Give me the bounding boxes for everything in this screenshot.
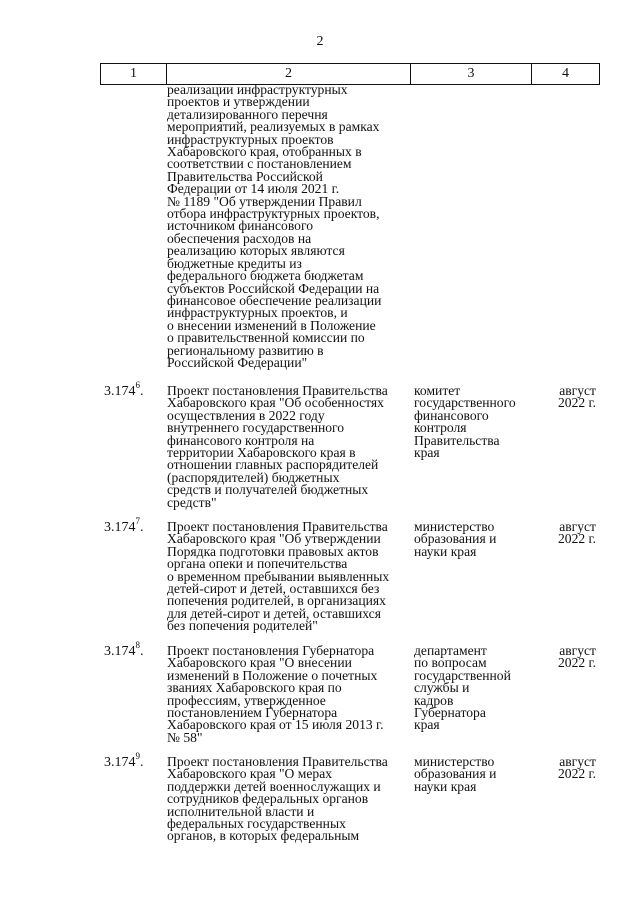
entry-description <box>167 521 407 633</box>
entry-number: 3.174$^7$. <box>104 516 144 535</box>
desc-line: № 1189 "Об утверждении Правил <box>167 193 362 209</box>
desc-line: соответствии с постановлением <box>167 156 352 172</box>
entry-organization <box>414 385 534 459</box>
org-line: государственной <box>414 667 511 683</box>
continuation-row <box>0 84 640 385</box>
desc-line: осуществления в 2022 году <box>167 407 325 423</box>
desc-line: источником финансового <box>167 218 314 234</box>
desc-line: Хабаровского края "Об особенностях <box>167 395 384 411</box>
entry-description <box>167 756 407 843</box>
entry-deadline <box>534 645 596 670</box>
entry-number-main: 3.174 <box>104 755 136 770</box>
entry-organization <box>414 756 534 793</box>
desc-line: инфраструктурных проектов, и <box>167 305 348 321</box>
desc-line: исполнительной власти и <box>167 803 315 819</box>
desc-line: реализации инфраструктурных <box>167 82 348 97</box>
desc-line: мероприятий, реализуемых в рамках <box>167 119 380 135</box>
desc-line: сотрудников федеральных органов <box>167 791 369 807</box>
desc-line: Хабаровского края от 15 июля 2013 г. <box>167 717 384 733</box>
org-line: края <box>414 445 440 461</box>
date-line: 2022 г. <box>557 766 596 782</box>
org-line: государственного <box>414 395 516 411</box>
org-line: науки края <box>414 778 477 794</box>
entry-row-3-174-6 <box>0 380 640 521</box>
entry-row-3-174-7 <box>0 516 640 645</box>
entry-row-3-174-8 <box>0 640 640 756</box>
desc-line: постановлением Губернатора <box>167 705 338 721</box>
desc-line: внутреннего государственного <box>167 420 345 436</box>
desc-line: Проект постановления Правительства <box>167 754 388 769</box>
desc-line: Федерации от 14 июля 2021 г. <box>167 181 340 197</box>
desc-line: (распорядителей) бюджетных <box>167 469 340 485</box>
page-number: 2 <box>316 34 324 49</box>
desc-line: отбора инфраструктурных проектов, <box>167 206 380 222</box>
desc-line: органа опеки и попечительства <box>167 556 348 572</box>
desc-line: Хабаровского края "О мерах <box>167 766 333 782</box>
entry-number-sup: 6 <box>135 380 140 391</box>
desc-line: бюджетные кредиты из <box>167 255 302 271</box>
entry-number-sup: 8 <box>135 640 140 651</box>
desc-line: Хабаровского края "О внесении <box>167 655 352 671</box>
org-line: министерство <box>414 754 495 769</box>
org-line: Правительства <box>414 432 500 448</box>
desc-line: Проект постановления Правительства <box>167 519 388 534</box>
date-line: август <box>559 383 596 398</box>
document-rows <box>0 84 640 856</box>
org-line: образования и <box>414 531 497 547</box>
desc-line: органов, в которых федеральным <box>167 828 360 844</box>
entry-number-main: 3.174 <box>104 644 136 659</box>
org-line: службы и <box>414 680 470 696</box>
entry-organization <box>414 645 534 732</box>
org-line: министерство <box>414 519 495 534</box>
date-line: 2022 г. <box>557 655 596 671</box>
entry-description <box>167 645 407 744</box>
date-line: 2022 г. <box>557 531 596 547</box>
entry-number-sup: 7 <box>135 516 140 527</box>
org-line: по вопросам <box>414 655 487 671</box>
date-line: август <box>559 643 596 658</box>
desc-line: федерального бюджета бюджетам <box>167 268 364 284</box>
column-header-2: 2 <box>167 64 411 85</box>
entry-number: 3.174$^8$. <box>104 640 144 659</box>
desc-line: Проект постановления Губернатора <box>167 643 375 658</box>
desc-line: субъектов Российской Федерации на <box>167 280 380 296</box>
desc-line: Хабаровского края, отобранных в <box>167 144 362 160</box>
date-line: август <box>559 519 596 534</box>
org-line: науки края <box>414 543 477 559</box>
desc-line: о правительственной комиссии по <box>167 330 365 346</box>
desc-line: детей-сирот и детей, оставшихся без <box>167 581 380 597</box>
desc-line: изменений в Положение о почетных <box>167 667 378 683</box>
org-line: комитет <box>414 383 461 398</box>
org-line: края <box>414 717 440 733</box>
desc-line: средств и получателей бюджетных <box>167 482 369 498</box>
desc-line: проектов и утверждении <box>167 94 310 110</box>
desc-line: Проект постановления Правительства <box>167 383 388 398</box>
desc-line: Порядка подготовки правовых актов <box>167 543 379 559</box>
desc-line: федеральных государственных <box>167 816 346 832</box>
date-line: 2022 г. <box>557 395 596 411</box>
desc-line: Российской Федерации" <box>167 354 308 370</box>
desc-line: профессиям, утвержденное <box>167 692 326 708</box>
desc-line: детализированного перечня <box>167 106 328 122</box>
desc-line: средств" <box>167 494 217 510</box>
entry-row-3-174-9 <box>0 751 640 856</box>
desc-line: инфраструктурных проектов <box>167 131 334 147</box>
entry-number: 3.174$^6$. <box>104 380 144 399</box>
entry-description <box>167 385 407 509</box>
org-line: Губернатора <box>414 705 486 721</box>
desc-line: Хабаровского края "Об утверждении <box>167 531 381 547</box>
entry-deadline <box>534 756 596 781</box>
desc-line: региональному развитию в <box>167 342 324 358</box>
org-line: финансового <box>414 407 489 423</box>
desc-line: обеспечения расходов на <box>167 230 312 246</box>
desc-line: реализацию которых являются <box>167 243 345 259</box>
desc-line: поддержки детей военнослужащих и <box>167 778 381 794</box>
continuation-description <box>167 84 407 369</box>
desc-line: № 58" <box>167 729 203 745</box>
column-header-4: 4 <box>532 64 600 85</box>
desc-line: территории Хабаровского края в <box>167 445 356 461</box>
desc-line: о временном пребывании выявленных <box>167 568 390 584</box>
desc-line: званиях Хабаровского края по <box>167 680 342 696</box>
entry-number-main: 3.174 <box>104 520 136 535</box>
desc-line: отношении главных распорядителей <box>167 457 379 473</box>
desc-line: финансового контроля на <box>167 432 315 448</box>
desc-line: финансовое обеспечение реализации <box>167 292 382 308</box>
column-header-3: 3 <box>411 64 532 85</box>
entry-number-sup: 9 <box>135 751 140 762</box>
column-header-1: 1 <box>101 64 167 85</box>
entry-number: 3.174$^9$. <box>104 751 144 770</box>
entry-number-main: 3.174 <box>104 384 136 399</box>
entry-organization <box>414 521 534 558</box>
org-line: департамент <box>414 643 487 658</box>
org-line: контроля <box>414 420 467 436</box>
desc-line: попечения родителей, в организациях <box>167 593 386 609</box>
desc-line: о внесении изменений в Положение <box>167 317 376 333</box>
entry-deadline <box>534 385 596 410</box>
org-line: кадров <box>414 692 454 708</box>
org-line: образования и <box>414 766 497 782</box>
desc-line: без попечения родителей" <box>167 618 318 634</box>
date-line: август <box>559 754 596 769</box>
entry-deadline <box>534 521 596 546</box>
desc-line: для детей-сирот и детей, оставшихся <box>167 605 381 621</box>
desc-line: Правительства Российской <box>167 168 323 184</box>
